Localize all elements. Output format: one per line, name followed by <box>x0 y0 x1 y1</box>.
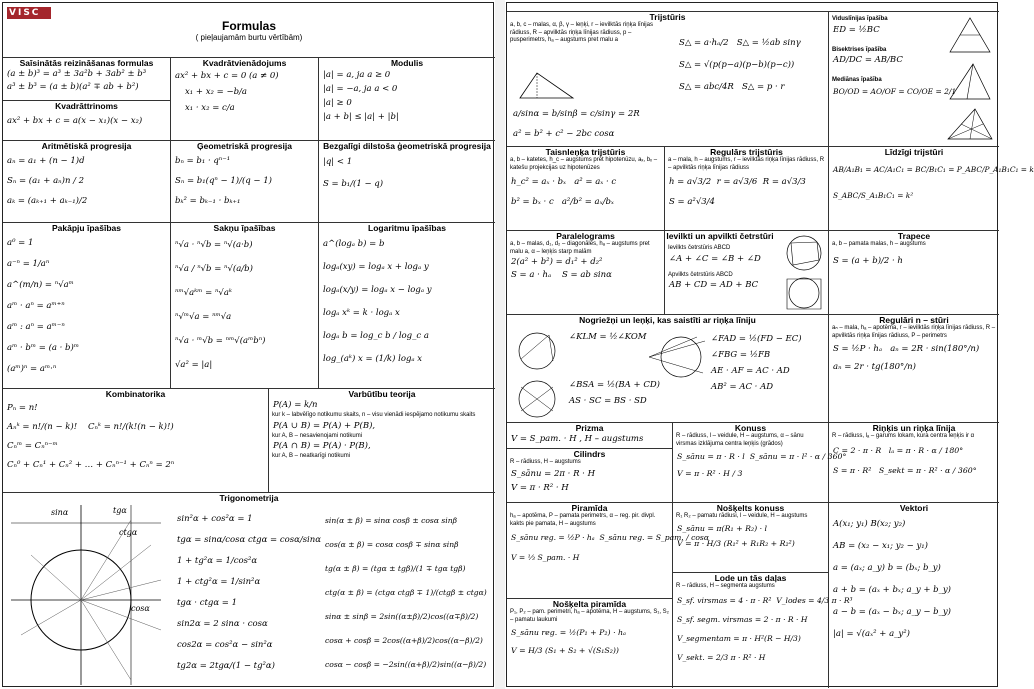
formula: sin²α + cos²α = 1 <box>177 514 253 524</box>
formula: ∠BSA = ½(BA + CD) <box>569 380 660 390</box>
section-description: R₁ R₂ – pamatu rādiusi, l – veidule, H – augstums <box>676 513 808 519</box>
formula: |a| ≥ 0 <box>323 98 352 108</box>
section-right-triangle <box>507 147 665 231</box>
tg-axis-label: tgα <box>113 506 127 515</box>
formula: S_sānu = π(R₁ + R₂) · l <box>677 523 768 533</box>
triangle-diagram <box>515 70 575 100</box>
formula: ⁿ√a / ⁿ√b = ⁿ√(a/b) <box>175 264 253 274</box>
section-vectors <box>829 503 999 688</box>
formula: AB/A₁B₁ = AC/A₁C₁ = BC/B₁C₁ = P_ABC/P_A₁B₁C₁ = k <box>833 165 1034 174</box>
formula: V = S_pam. · H , H – augstums <box>511 434 644 444</box>
formula: ⁿᵐ√aᵏᵐ = ⁿ√aᵏ <box>175 288 233 298</box>
formula: cosα − cosβ = −2sin((α+β)/2)sin((α−β)/2) <box>325 660 487 669</box>
formula: S_sekt = π · R² · α / 360° <box>878 465 977 475</box>
section-regular-triangle <box>665 147 829 231</box>
formula: a/sinα = b/sinβ = c/sinγ = 2R <box>513 109 640 119</box>
formula: V_lodes = 4/3 π · R³ <box>776 595 853 605</box>
section-circle-segments <box>507 315 829 423</box>
formula: logₐ(x/y) = logₐ x − logₐ y <box>323 285 432 295</box>
section-title: Varbūtību teorija <box>348 389 416 399</box>
secant-diagram <box>647 329 707 385</box>
formula: a²/b² = aₓ/bₓ <box>561 197 614 207</box>
section-title: Nogriežņi un leņķi, kas saistīti ar riņķa līniju <box>579 315 756 325</box>
section-root-properties <box>171 223 319 389</box>
section-title: Sakņu īpašības <box>213 223 276 233</box>
section-title: Aritmētiskā progresija <box>41 141 132 151</box>
section-description: R – rādiuss, l – veidule, H – augstums, α – sānu virsmas izklājuma centra leņķis (grādos) <box>676 433 804 447</box>
section-description: a, b, c – malas, α, β, γ – leņķi, r – ievilktās riņķa līnijas rādiuss, R – apvilktās riņķa līnijas rādiuss, p – pusperimetrs, hₐ – augstums pret malu a <box>510 22 653 43</box>
formula: V = π · H/3 (R₁² + R₁R₂ + R₂²) <box>677 538 795 548</box>
section-cone <box>673 423 847 503</box>
unit-circle-diagram <box>11 505 161 685</box>
section-title: Regulārs trijstūris <box>710 147 783 157</box>
formula: AD/DC = AB/BC <box>833 55 903 65</box>
section-logarithm-properties <box>319 223 495 389</box>
formula: A(x₁; y₁) B(x₂; y₂) <box>833 519 906 529</box>
section-title: Paralelograms <box>556 231 615 241</box>
section-title: Taisnleņķa trijstūris <box>545 147 626 157</box>
section-sphere <box>673 573 853 688</box>
quadrilateral-diagram <box>781 233 827 315</box>
section-description: a, b – pamata malas, h – augstums <box>832 241 926 247</box>
formula: |a| = a, ja a ≥ 0 <box>323 70 391 80</box>
formula: aᵐ · bᵐ = (a · b)ᵐ <box>7 343 80 353</box>
formula: cosα + cosβ = 2cos((α+β)/2)cos((α−β)/2) <box>325 636 483 645</box>
formula: Sₙ = b₁(qⁿ − 1)/(q − 1) <box>175 176 272 186</box>
formula: a² = aₓ · c <box>574 177 617 187</box>
circumscribed-note: Apvilkts četrstūris ABCD <box>668 271 733 278</box>
formula: |a| = −a, ja a < 0 <box>323 84 398 94</box>
midline-title: Viduslīnijas īpašība <box>832 16 888 22</box>
formula: tgα · ctgα = 1 <box>177 598 237 608</box>
formula: P(A ∩ B) = P(A) · P(B), <box>273 441 371 451</box>
formula: AS · SC = BS · SD <box>569 396 647 406</box>
formula: a³ ± b³ = (a ± b)(a² ∓ ab + b²) <box>7 82 139 92</box>
formula: Cₙ⁰ + Cₙ¹ + Cₙ² + … + Cₙⁿ⁻¹ + Cₙⁿ = 2ⁿ <box>7 460 175 470</box>
formula: |a + b| ≤ |a| + |b| <box>323 112 399 122</box>
formula: sinα ± sinβ = 2sin((α±β)/2)cos((α∓β)/2) <box>325 612 479 621</box>
formula: aₙ = 2r · tg(180°/n) <box>833 362 916 372</box>
formula: S△ = p · r <box>741 82 785 92</box>
formula: Aₙᵏ = n!/(n − k)! <box>7 422 78 432</box>
section-description: aₙ – mala, hₐ – apotēma, r – ievilktās riņķa līnijas rādiuss, R – apvilktās riņķa līnijas rādiuss, P – perimetrs <box>832 325 996 339</box>
formula: AE · AF = AC · AD <box>711 366 790 376</box>
formula: V_segmentam = π · H²(R − H/3) <box>677 633 801 643</box>
section-title: Kombinatorika <box>105 389 166 399</box>
section-title: Kvadrāttrinoms <box>55 101 118 111</box>
formula: a^(logₐ b) = b <box>323 239 385 249</box>
formula: ⁿ√a · ᵐ√b = ⁿᵐ√(aᵐbⁿ) <box>175 336 266 346</box>
section-title: Nošķelts konuss <box>716 503 785 513</box>
formula: S_sānu = 2π · R · H <box>511 468 595 479</box>
ctg-axis-label: ctgα <box>119 528 138 537</box>
formula: 1 + ctg²α = 1/sin²α <box>177 577 261 587</box>
circle-angle-diagram <box>513 327 563 421</box>
formula: S△ = √(p(p−a)(p−b)(p−c)) <box>679 60 795 70</box>
formula: S = a · hₐ <box>511 270 552 280</box>
section-description: P₁, P₂ – pam. perimetri, hₐ – apotēma, H – augstums, S₁, S₂ – pamatu laukumi <box>510 609 670 623</box>
median-title: Mediānas īpašība <box>832 77 882 83</box>
formula: S = b₁/(1 − q) <box>323 179 384 189</box>
formula: ED = ½BC <box>833 24 880 35</box>
formula: |q| < 1 <box>323 157 353 167</box>
formula: a + b = (aₓ + bₓ; a_y + b_y) <box>833 585 951 595</box>
left-formula-sheet <box>2 2 494 687</box>
formula: P(A) = k/n <box>273 400 318 410</box>
formula: V = π · R² · H <box>511 482 569 493</box>
formula: log_(aᵏ) x = (1/k) logₐ x <box>323 354 423 364</box>
section-circle <box>829 423 999 503</box>
formula: ax² + bx + c = 0 (a ≠ 0) <box>175 71 279 81</box>
formula: ∠FBG = ½FB <box>711 350 771 360</box>
formula: S_sānu reg. = ½(P₁ + P₂) · hₐ <box>511 628 626 637</box>
section-triangle <box>507 11 829 147</box>
formula: a − b = (aₓ − bₓ; a_y − b_y) <box>833 607 951 617</box>
formula-note: kur A, B – nesavienojami notikumi <box>272 432 363 439</box>
formula: r = a√3/6 <box>716 177 758 187</box>
section-regular-polygons <box>829 315 999 423</box>
section-geometric-progression <box>171 141 319 223</box>
formula: S_ABC/S_A₁B₁C₁ = k² <box>833 191 914 200</box>
page-gutter <box>495 0 505 689</box>
section-power-properties <box>3 223 171 389</box>
section-trigonometry <box>3 493 495 688</box>
formula: V = ⅓ S_pam. · H <box>511 553 580 562</box>
right-formula-sheet <box>506 2 1034 687</box>
formula: S = a²√3/4 <box>669 197 715 207</box>
formula: logₐ xᵏ = k · logₐ x <box>323 308 400 318</box>
section-title: Lode un tās daļas <box>714 573 787 583</box>
institution-logo: VISC <box>7 7 51 19</box>
formula: x₁ · x₂ = c/a <box>185 103 235 113</box>
formula: S = (a + b)/2 · h <box>833 255 903 266</box>
section-title: Vektori <box>899 503 929 513</box>
formula: S = π · R² <box>833 465 872 475</box>
section-description: a, b – katetes, h_c – augstums pret hipotenūzu, aₓ, bₓ – katešu projekcijas uz hipotenūzes <box>510 157 658 171</box>
formula: R = a√3/3 <box>762 177 806 187</box>
section-parallelogram <box>507 231 665 315</box>
formula: a⁰ = 1 <box>7 238 34 248</box>
section-quadratic-equation <box>171 57 319 141</box>
section-title: Modulis <box>390 58 424 68</box>
page-subtitle: ( pieļaujamām burtu vērtībām) <box>195 33 303 42</box>
formula: tgα = sinα/cosα ctgα = cosα/sinα <box>177 535 321 545</box>
formula: logₐ(xy) = logₐ x + logₐ y <box>323 262 429 272</box>
section-title: Kvadrātvienādojums <box>202 58 287 68</box>
formula: sin(α ± β) = sinα cosβ ± cosα sinβ <box>325 516 457 525</box>
formula: x₁ + x₂ = −b/a <box>185 87 247 97</box>
section-inscribed-quadrilaterals <box>665 231 829 315</box>
section-combinatorics <box>3 389 269 493</box>
formula: bₖ² = bₖ₋₁ · bₖ₊₁ <box>175 196 241 206</box>
section-title: Bezgalīgi dilstoša ģeometriskā progresija <box>323 141 491 151</box>
formula: a^(m/n) = ⁿ√aᵐ <box>7 280 74 290</box>
formula: aᵐ · aⁿ = aᵐ⁺ⁿ <box>7 301 65 311</box>
formula: tg(α ± β) = (tgα ± tgβ)/(1 ∓ tgα tgβ) <box>325 564 466 573</box>
section-title: Riņķis un riņķa līnija <box>872 423 956 433</box>
section-cylinder <box>507 449 673 503</box>
section-quadratic-trinomial <box>3 101 171 141</box>
section-infinite-geometric-progression <box>319 141 495 223</box>
formula: sin2α = 2 sinα · cosα <box>177 619 268 629</box>
formula: h_c² = aₓ · bₓ <box>511 177 567 187</box>
sheet-header <box>3 5 495 45</box>
section-title: Logaritmu īpašības <box>368 223 446 233</box>
section-description: a – mala, h – augstums, r – ievilktās riņķa līnijas rādiuss, R – apvilktās riņķa līnijas rādiuss <box>668 157 825 171</box>
formula: tg2α = 2tgα/(1 − tg²α) <box>177 661 275 671</box>
formula: ctg(α ± β) = (ctgα ctgβ ∓ 1)/(ctgβ ± ctgα) <box>325 588 487 597</box>
formula: ⁿ√a · ⁿ√b = ⁿ√(a·b) <box>175 240 253 250</box>
formula-note: kur A, B – neatkarīgi notikumi <box>272 453 351 459</box>
formula: S_sānu = π · R · l <box>677 452 745 461</box>
formula: AB = (x₂ − x₁; y₂ − y₁) <box>833 541 928 551</box>
section-pyramid <box>507 503 709 599</box>
formula: bₙ = b₁ · qⁿ⁻¹ <box>175 156 231 166</box>
section-title: Trijstūris <box>649 12 686 22</box>
formula: (a ± b)³ = a³ ± 3a²b + 3ab² ± b³ <box>7 69 147 79</box>
bisector-title: Bisektrises īpašība <box>832 46 887 53</box>
section-cone-frustum <box>673 503 829 573</box>
formula: ⁿ√ᵐ√a = ⁿᵐ√a <box>175 312 232 322</box>
section-similar-triangles <box>829 147 1034 231</box>
triangle-lines-diagram <box>945 14 995 144</box>
section-title: Piramīda <box>571 503 608 513</box>
formula: S_sf. segm. virsmas = 2 · π · R · H <box>677 614 808 624</box>
sin-axis-label: sinα <box>51 508 69 517</box>
section-pyramid-frustum <box>507 599 673 688</box>
section-description: a, b – malas, d₁, d₂ – diagonāles, hₐ – augstums pret malu a, α – leņķis starp malām <box>510 241 650 255</box>
section-title: Trapece <box>897 231 931 241</box>
section-title: Regulāri n – stūri <box>879 315 949 325</box>
formula: P(A ∪ B) = P(A) + P(B), <box>273 420 376 431</box>
section-title: Trigonometrija <box>219 493 279 503</box>
formula: cos(α ± β) = cosα cosβ ∓ sinα sinβ <box>325 540 459 549</box>
section-arithmetic-progression <box>3 141 171 223</box>
formula: S△ = abc/4R <box>679 82 734 92</box>
formula: aₙ = a₁ + (n − 1)d <box>7 156 85 166</box>
section-title: Ievilkti un apvilkti četrstūri <box>666 231 774 241</box>
formula: Pₙ = n! <box>7 403 38 413</box>
formula: V = H/3 (S₁ + S₂ + √(S₁S₂)) <box>511 646 619 655</box>
section-abbreviated-multiplication <box>3 57 171 101</box>
section-description: R – rādiuss, lₐ – garums lokam, kura centra leņķis ir α <box>832 433 975 439</box>
formula: a = (aₓ; a_y) b = (bₓ; b_y) <box>833 563 941 573</box>
section-description: R – rādiuss, H – segmenta augstums <box>676 583 775 589</box>
formula: AB² = AC · AD <box>711 382 774 392</box>
formula: S = ½P · hₐ <box>833 344 883 354</box>
formula: S_sānu reg. = S_pam. / cosα <box>599 533 709 542</box>
formula: Cₙᵐ = Cₙⁿ⁻ᵐ <box>7 441 58 451</box>
section-title: Nošķelta piramīda <box>552 599 627 609</box>
formula: ∠A + ∠C = ∠B + ∠D <box>669 253 761 264</box>
formula: ∠FAD = ½(FD − EC) <box>711 334 802 344</box>
formula: V_sekt. = 2/3 π · R² · H <box>677 652 766 662</box>
formula: S_sānu reg. = ½P · hₐ <box>511 533 595 542</box>
formula: S△ = ½ab sinγ <box>736 38 801 48</box>
formula: logₐ b = log_c b / log_c a <box>323 331 429 341</box>
formula: √a² = |a| <box>175 360 213 370</box>
section-prism <box>507 423 673 449</box>
formula: S_sānu = π · l² · α / 360° <box>749 452 847 461</box>
section-title: Prizma <box>575 423 604 433</box>
formula: aᵐ : aⁿ = aᵐ⁻ⁿ <box>7 322 65 332</box>
formula-note: kur k – labvēlīgo notikumu skaits, n – visu vienādi iespējamo notikumu skaits <box>272 412 476 418</box>
formula: aₙ = 2R · sin(180°/n) <box>890 344 980 354</box>
formula: a² = b² + c² − 2bc cosα <box>513 129 615 139</box>
formula: 1 + tg²α = 1/cos²α <box>177 556 258 566</box>
formula: S_sf. virsmas = 4 · π · R² <box>677 595 772 605</box>
section-modulus <box>319 57 495 141</box>
section-probability <box>269 389 495 493</box>
formula: AB + CD = AD + BC <box>669 280 759 290</box>
section-title: Cilindrs <box>573 449 606 459</box>
formula: Sₙ = (a₁ + aₙ)n / 2 <box>7 176 85 186</box>
section-description: hₐ – apotēma, P – pamata perimetrs, α – reg. pir. divpl. kakts pie pamata, H – augstums <box>510 513 656 527</box>
formula: lₐ = π · R · α / 180° <box>888 445 964 455</box>
section-trapezoid <box>829 231 999 315</box>
formula: BO/OD = AO/OF = CO/OE = 2/1 <box>833 86 957 96</box>
section-title: Pakāpju īpašības <box>52 223 121 233</box>
section-description: R – rādiuss, H – augstums <box>510 459 581 465</box>
section-triangle-lines <box>829 11 999 147</box>
cos-axis-label: cosα <box>131 604 150 613</box>
formula: cos2α = cos²α − sin²α <box>177 640 273 650</box>
formula: ∠KLM = ½∠KOM <box>569 332 647 342</box>
formula: 2(a² + b²) = d₁² + d₂² <box>511 257 603 267</box>
formula: h = a√3/2 <box>669 177 712 187</box>
formula: V = π · R² · H / 3 <box>677 469 743 478</box>
formula: |a| = √(aₓ² + a_y²) <box>833 629 910 639</box>
inscribed-note: Ievilkts četrstūris ABCD <box>668 245 731 251</box>
section-title: Līdzīgi trijstūri <box>884 147 944 157</box>
formula: C = 2 · π · R <box>833 445 882 455</box>
section-title: Konuss <box>734 423 767 433</box>
formula: aₖ = (aₖ₊₁ + aₖ₋₁)/2 <box>7 196 88 206</box>
formula: Cₙᵏ = n!/(k!(n − k)!) <box>87 422 174 432</box>
page-title: Formulas <box>221 19 276 33</box>
formula: S△ = a·hₐ/2 <box>679 38 729 48</box>
formula: b² = bₓ · c <box>511 197 554 207</box>
formula: ax² + bx + c = a(x − x₁)(x − x₂) <box>7 116 143 126</box>
section-title: Saīsinātās reizināšanas formulas <box>19 58 154 68</box>
section-title: Ģeometriskā progresija <box>197 141 292 151</box>
formula: a⁻ⁿ = 1/aⁿ <box>7 259 50 269</box>
formula: S = ab sinα <box>562 270 612 280</box>
formula: (aᵐ)ⁿ = aᵐ·ⁿ <box>7 364 57 374</box>
